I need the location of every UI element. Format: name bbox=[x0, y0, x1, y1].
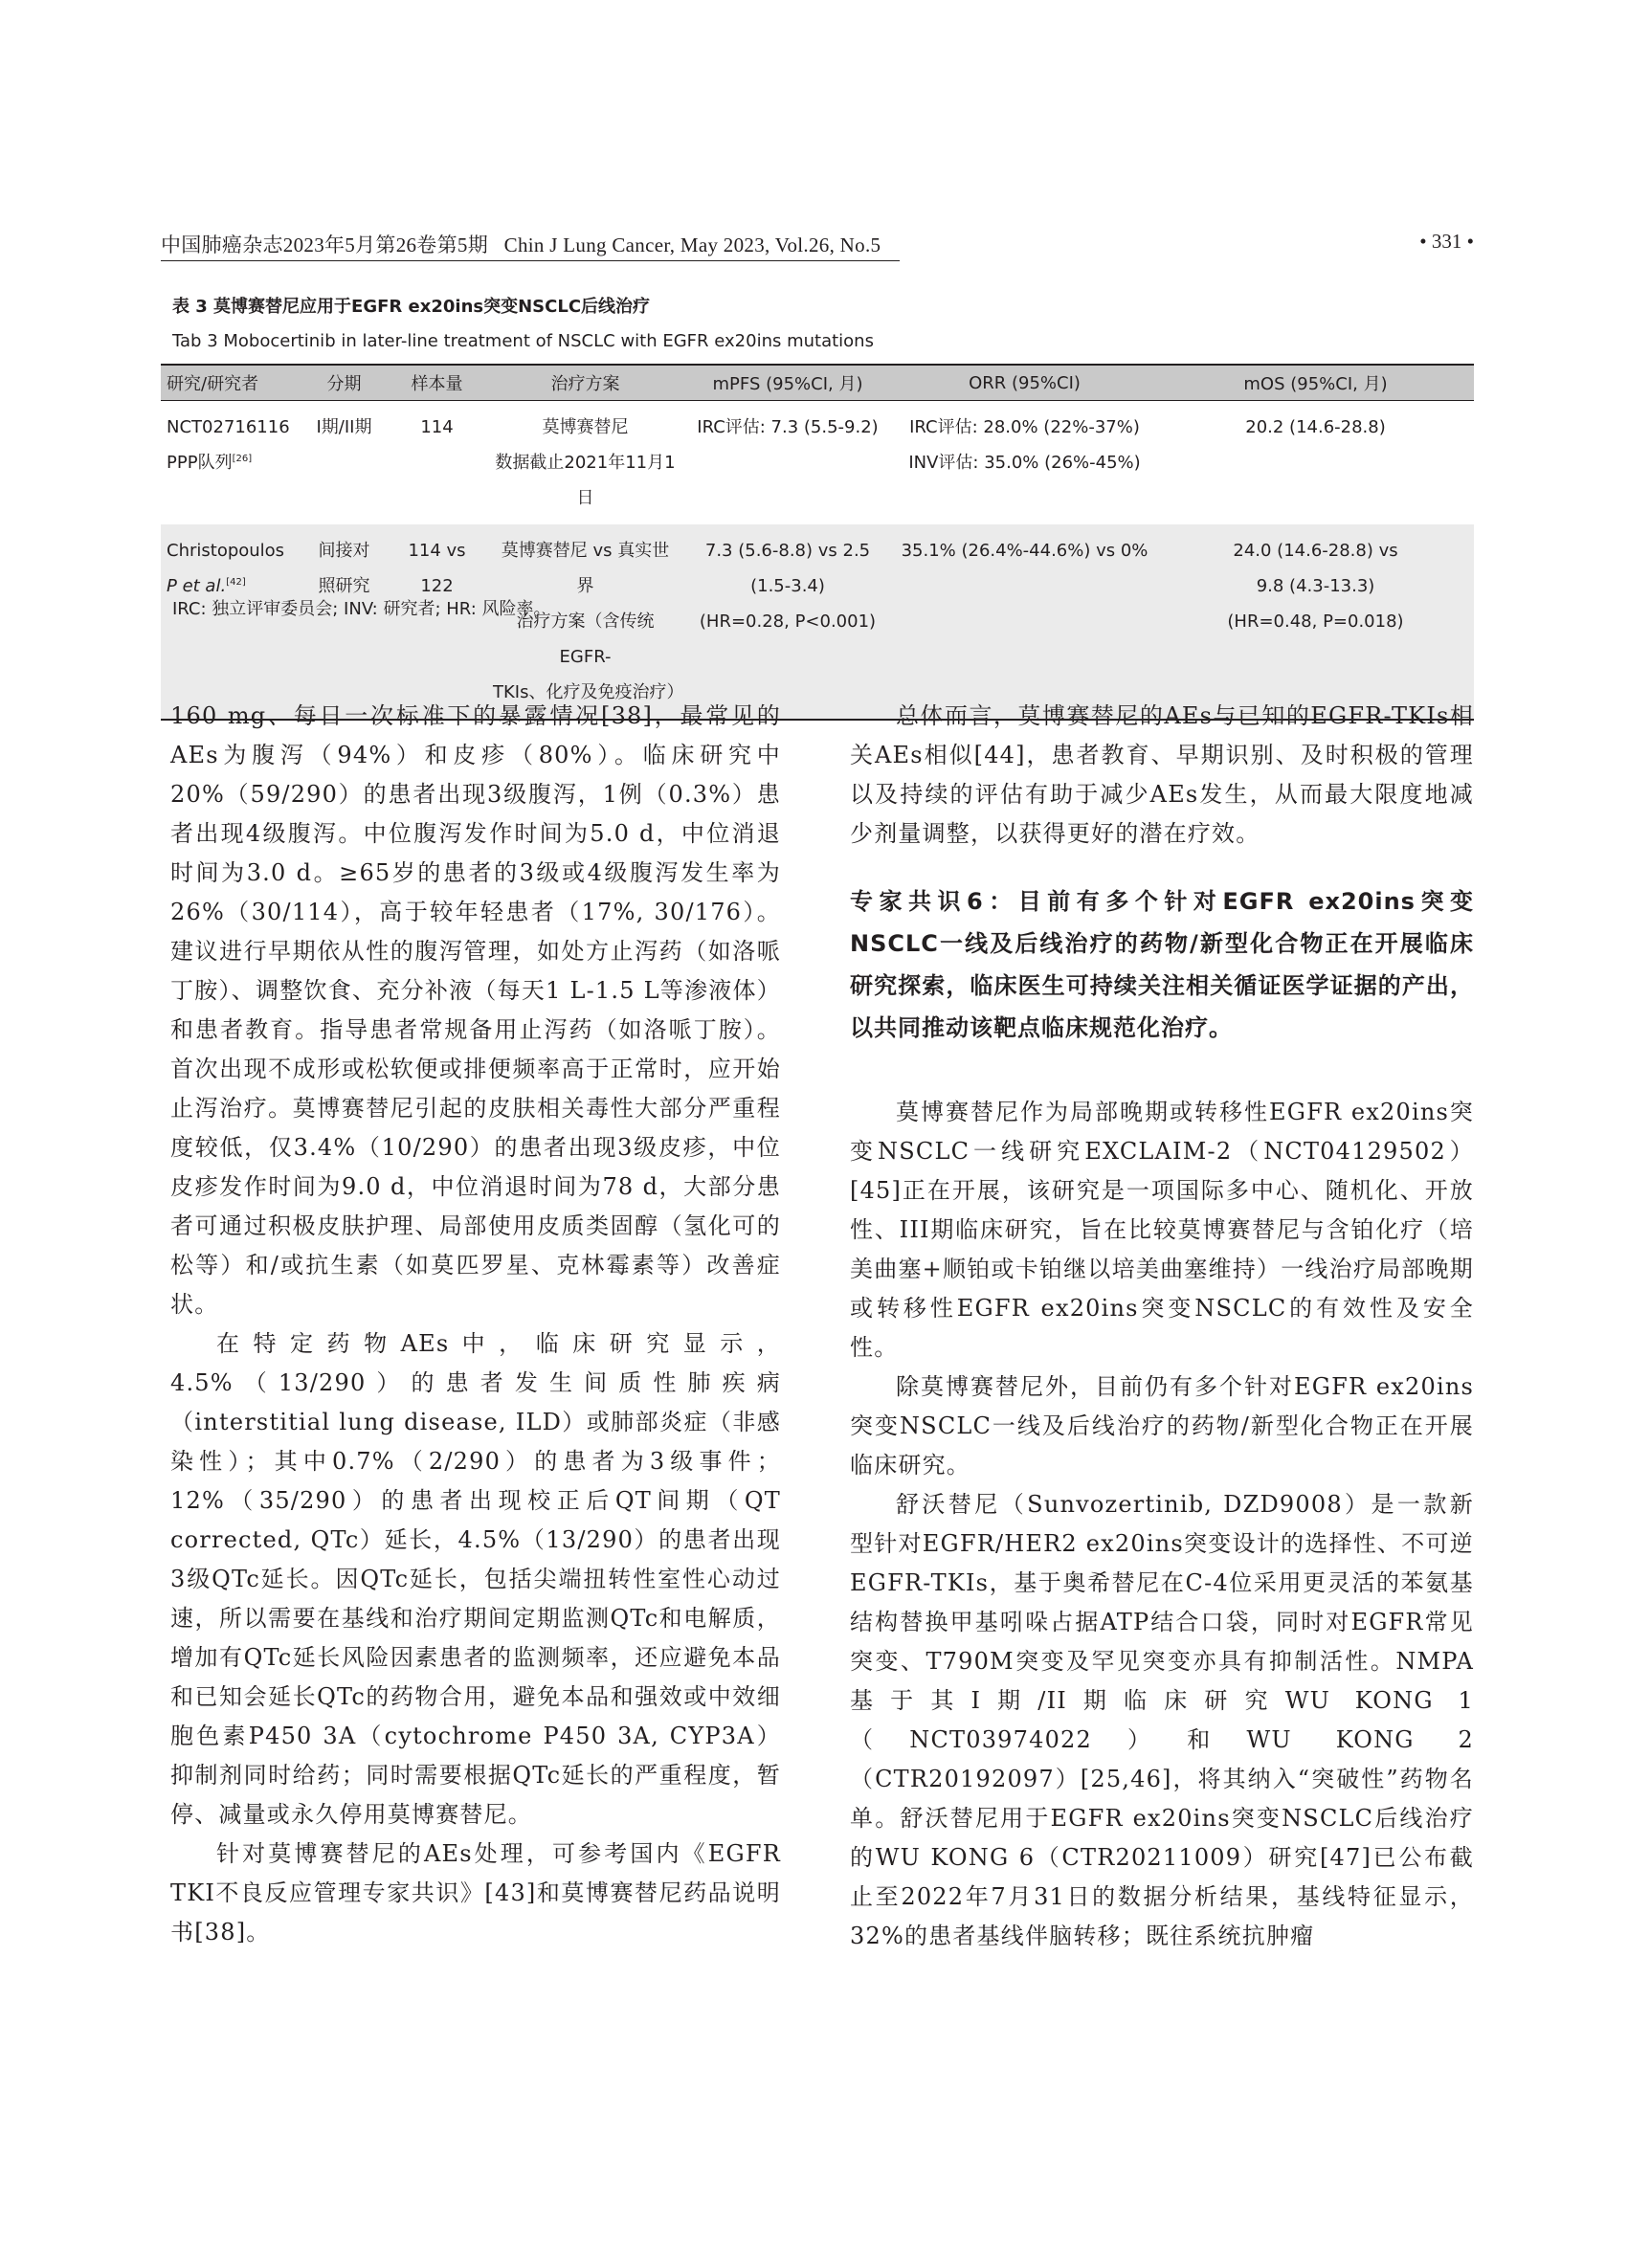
table-row bbox=[161, 524, 1474, 720]
cell-sample-size: 114 vs 122 bbox=[387, 524, 487, 720]
mos-line: 9.8 (4.3-13.3) bbox=[1256, 576, 1375, 596]
cell-sample-size: 114 bbox=[387, 401, 487, 525]
mpfs-line: 7.3 (5.6-8.8) vs 2.5 bbox=[704, 541, 871, 561]
mos-line: (HR=0.48, P=0.018) bbox=[1227, 611, 1404, 632]
spacer bbox=[850, 1049, 1474, 1093]
header-study: 研究/研究者 bbox=[161, 365, 301, 401]
regimen-line: 治疗方案（含传统EGFR- bbox=[516, 611, 655, 667]
paragraph: 针对莫博赛替尼的AEs处理，可参考国内《EGFR TKI不良反应管理专家共识》[43]和莫博赛替尼药品说明书[38]。 bbox=[170, 1840, 781, 1946]
page-number: • 331 • bbox=[1419, 230, 1474, 253]
table-caption-en: Tab 3 Mobocertinib in later-line treatment of NSCLC with EGFR ex20ins mutations bbox=[172, 331, 874, 351]
header-rule bbox=[161, 260, 900, 261]
paragraph: 总体而言，莫博赛替尼的AEs与已知的EGFR-TKIs相关AEs相似[44]，患者教育、早期识别、及时积极的管理以及持续的评估有助于减少AEs发生，从而最大限度地减少剂量调整，以获得更好的潜在疗效。 bbox=[850, 702, 1474, 847]
header-phase: 分期 bbox=[301, 365, 387, 401]
header-mos: mOS (95%CI, 月) bbox=[1157, 365, 1474, 401]
header-sample-size: 样本量 bbox=[387, 365, 487, 401]
cell-mos bbox=[1157, 524, 1474, 720]
paragraph: 舒沃替尼（Sunvozertinib, DZD9008）是一款新型针对EGFR/HER2 ex20ins突变设计的选择性、不可逆EGFR-TKIs，基于奥希替尼在C-4位采用更灵活的苯氨基结构替换甲基吲哚占据ATP结合口袋，同时对EGFR常见突变、T790M突变及罕见突变亦具有抑制活性。NMPA基于其I期/II期临床研究WU KONG 1（NCT03974022）和WU KONG 2（CTR20192097）[25,46]，将其纳入“突破性”药物名单。舒沃替尼用于EGFR ex20ins突变NSCLC后线治疗的WU KONG 6（CTR20211009）研究[47]已公布截止至2022年7月31日的数据分析结果，基线特征显示，32%的患者基线伴脑转移；既往系统抗肿瘤 bbox=[850, 1491, 1474, 1949]
cell-orr bbox=[892, 524, 1157, 720]
cohort-name: PPP队列 bbox=[167, 453, 233, 473]
cell-mos bbox=[1157, 401, 1474, 525]
reference-link[interactable]: [26] bbox=[232, 454, 253, 464]
paragraph: 160 mg、每日一次标准下的暴露情况[38]，最常见的AEs为腹泻（94%）和皮疹（80%）。临床研究中20%（59/290）的患者出现3级腹泻，1例（0.3%）患者出现4级腹泻。中位腹泻发作时间为5.0 d，中位消退时间为3.0 d。≥65岁的患者的3级或4级腹泻发生率为26%（30/114），高于较年轻患者（17%, 30/176）。建议进行早期依从性的腹泻管理，如处方止泻药（如洛哌丁胺）、调整饮食、充分补液（每天1 L-1.5 L等渗液体）和患者教育。指导患者常规备用止泻药（如洛哌丁胺）。首次出现不成形或松软便或排便频率高于正常时，应开始止泻治疗。莫博赛替尼引起的皮肤相关毒性大部分严重程度较低，仅3.4%（10/290）的患者出现3级皮疹，中位皮疹发作时间为9.0 d，中位消退时间为78 d，大部分患者可通过积极皮肤护理、局部使用皮质类固醇（氢化可的松等）和/或抗生素（如莫匹罗星、克林霉素等）改善症状。 bbox=[170, 702, 781, 1318]
table-header-row bbox=[161, 365, 1474, 401]
cell-phase: I期/II期 bbox=[301, 401, 387, 525]
regimen-line: TKIs、化疗及免疫治疗） bbox=[493, 682, 684, 702]
mpfs-line: IRC评估: 7.3 (5.5-9.2) bbox=[697, 417, 879, 437]
mpfs-line: (1.5-3.4) bbox=[750, 576, 825, 596]
header-regimen: 治疗方案 bbox=[487, 365, 683, 401]
regimen-line: 数据截止2021年11月1日 bbox=[495, 453, 676, 508]
journal-citation bbox=[161, 230, 881, 258]
cell-mpfs bbox=[683, 524, 892, 720]
study-author: Christopoulos bbox=[167, 541, 285, 561]
cell-orr bbox=[892, 401, 1157, 525]
regimen-line: 莫博赛替尼 vs 真实世界 bbox=[501, 541, 670, 596]
phase-line: 照研究 bbox=[318, 576, 370, 596]
author-etal: P et al. bbox=[167, 576, 227, 596]
reference-link[interactable]: [42] bbox=[226, 577, 246, 588]
cell-mpfs bbox=[683, 401, 892, 525]
body-column-left bbox=[170, 697, 781, 1952]
mos-line: 20.2 (14.6-28.8) bbox=[1245, 417, 1386, 437]
journal-name-cn: 中国肺癌杂志2023年5月第26卷第5期 bbox=[161, 233, 488, 256]
cell-regimen bbox=[487, 401, 683, 525]
mos-line: 24.0 (14.6-28.8) vs bbox=[1233, 541, 1398, 561]
cell-regimen bbox=[487, 524, 683, 720]
orr-line: 35.1% (26.4%-44.6%) vs 0% bbox=[901, 541, 1149, 561]
table-row bbox=[161, 401, 1474, 525]
orr-line: INV评估: 35.0% (26%-45%) bbox=[908, 453, 1141, 473]
study-id: NCT02716116 bbox=[167, 417, 290, 437]
header-orr: ORR (95%CI) bbox=[892, 365, 1157, 401]
cell-study bbox=[161, 401, 301, 525]
body-column-right bbox=[850, 697, 1474, 1956]
cell-study bbox=[161, 524, 301, 720]
phase-line: 间接对 bbox=[318, 541, 370, 561]
results-table bbox=[161, 364, 1474, 721]
regimen-line: 莫博赛替尼 bbox=[542, 417, 629, 437]
orr-line: IRC评估: 28.0% (22%-37%) bbox=[909, 417, 1140, 437]
paragraph: 在特定药物AEs中，临床研究显示，4.5%（13/290）的患者发生间质性肺疾病（interstitial lung disease, ILD）或肺部炎症（非感染性）；其中0.7%（2/290）的患者为3级事件；12%（35/290）的患者出现校正后QT间期（QT corrected, QTc）延长，4.5%（13/290）的患者出现3级QTc延长。因QTc延长，包括尖端扭转性室性心动过速，所以需要在基线和治疗期间定期监测QTc和电解质，增加有QTc延长风险因素患者的监测频率，还应避免本品和已知会延长QTc的药物合用，避免本品和强效或中效细胞色素P450 3A（cytochrome P450 3A, CYP3A）抑制剂同时给药；同时需要根据QTc延长的严重程度，暂停、减量或永久停用莫博赛替尼。 bbox=[170, 1330, 781, 1828]
study-cohort bbox=[167, 445, 296, 480]
cell-phase bbox=[301, 524, 387, 720]
running-header bbox=[161, 230, 1474, 262]
expert-consensus-statement: 专家共识6：目前有多个针对EGFR ex20ins突变NSCLC一线及后线治疗的药物/新型化合物正在开展临床研究探索，临床医生可持续关注相关循证医学证据的产出，以共同推动该靶点临床规范化治疗。 bbox=[850, 888, 1474, 1041]
paragraph: 除莫博赛替尼外，目前仍有多个针对EGFR ex20ins突变NSCLC一线及后线治疗的药物/新型化合物正在开展临床研究。 bbox=[850, 1373, 1474, 1479]
journal-name-en: Chin J Lung Cancer, May 2023, Vol.26, No.5 bbox=[503, 233, 881, 256]
table-footnote: IRC: 独立评审委员会; INV: 研究者; HR: 风险率。 bbox=[172, 599, 551, 619]
header-mpfs: mPFS (95%CI, 月) bbox=[683, 365, 892, 401]
table-caption-zh: 表 3 莫博赛替尼应用于EGFR ex20ins突变NSCLC后线治疗 bbox=[172, 297, 651, 317]
paragraph: 莫博赛替尼作为局部晚期或转移性EGFR ex20ins突变NSCLC一线研究EXCLAIM-2（NCT04129502）[45]正在开展，该研究是一项国际多中心、随机化、开放性、III期临床研究，旨在比较莫博赛替尼与含铂化疗（培美曲塞+顺铂或卡铂继以培美曲塞维持）一线治疗局部晚期或转移性EGFR ex20ins突变NSCLC的有效性及安全性。 bbox=[850, 1099, 1474, 1361]
spacer bbox=[850, 854, 1474, 880]
mpfs-line: (HR=0.28, P<0.001) bbox=[699, 611, 877, 632]
